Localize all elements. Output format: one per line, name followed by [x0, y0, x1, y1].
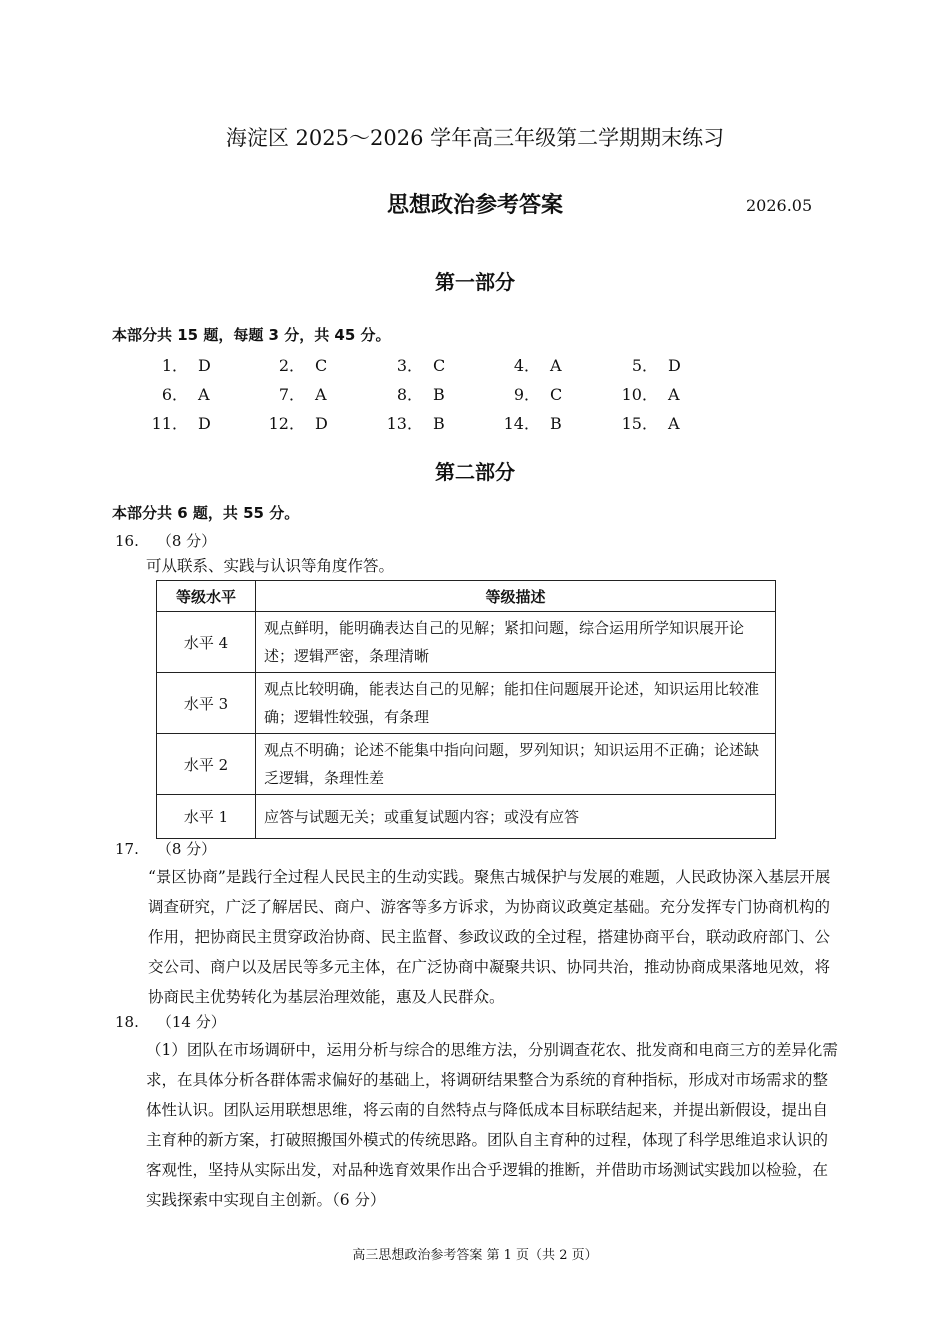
description-cell: 观点比较明确，能表达自己的见解；能扣住问题展开论述，知识运用比较准确；逻辑性较强，有条理: [256, 673, 776, 734]
level-cell: 水平 2: [157, 734, 256, 795]
answer-item: 13． B: [386, 414, 445, 433]
table-header-level: 等级水平: [157, 581, 256, 612]
description-cell: 应答与试题无关；或重复试题内容；或没有应答: [256, 795, 776, 839]
answer-item: 3． C: [396, 356, 446, 375]
answer-item: 6． A: [161, 385, 210, 404]
grading-table: [156, 580, 776, 839]
answer-item: 9． C: [513, 385, 563, 404]
answer-item: 14． B: [503, 414, 562, 433]
table-row: [157, 734, 776, 795]
page-footer: 高三思想政治参考答案 第 1 页（共 2 页）: [352, 1248, 598, 1263]
level-cell: 水平 4: [157, 612, 256, 673]
exam-title: 海淀区 2025～2026 学年高三年级第二学期期末练习: [225, 126, 725, 150]
level-cell: 水平 3: [157, 673, 256, 734]
part2-heading: 第二部分: [435, 460, 515, 484]
answer-item: 7． A: [278, 385, 327, 404]
description-cell: 观点鲜明，能明确表达自己的见解；紧扣问题，综合运用所学知识展开论述；逻辑严密，条理清晰: [256, 612, 776, 673]
answer-item: 11． D: [151, 414, 211, 433]
answer-item: 15． A: [621, 414, 680, 433]
answer-item: 8． B: [396, 385, 445, 404]
question-16-header: 16. （8 分）: [115, 532, 217, 550]
table-row: [157, 612, 776, 673]
part1-heading: 第一部分: [435, 270, 515, 294]
description-cell: 观点不明确；论述不能集中指向问题，罗列知识；知识运用不正确；论述缺乏逻辑，条理性差: [256, 734, 776, 795]
table-row: [157, 673, 776, 734]
answer-item: 4． A: [513, 356, 562, 375]
document-subtitle: 思想政治参考答案: [386, 193, 563, 218]
question-18-header: 18. （14 分）: [115, 1013, 226, 1031]
answer-item: 10． A: [621, 385, 680, 404]
answer-item: 1． D: [161, 356, 211, 375]
table-row: [157, 795, 776, 839]
document-date: 2026.05: [746, 196, 813, 215]
answer-item: 12． D: [268, 414, 328, 433]
question-17-header: 17. （8 分）: [115, 840, 217, 858]
part1-intro: 本部分共 15 题，每题 3 分，共 45 分。: [112, 326, 391, 344]
answer-item: 5． D: [631, 356, 681, 375]
part2-intro: 本部分共 6 题，共 55 分。: [112, 504, 300, 522]
question-16-note: 可从联系、实践与认识等角度作答。: [146, 557, 395, 575]
question-18-answer: （1）团队在市场调研中，运用分析与综合的思维方法，分别调查花农、批发商和电商三方的差异化需求，在具体分析各群体需求偏好的基础上，将调研结果整合为系统的育种指标，形成对市场需求的整体性认识。团队运用联想思维，将云南的自然特点与降低成本目标联结起来，并提出新假设，提出自主育种的新方案，打破照搬国外模式的传统思路。团队自主育种的过程，体现了科学思维追求认识的客观性，坚持从实际出发，对品种选育效果作出合乎逻辑的推断，并借助市场测试实践加以检验，在实践探索中实现自主创新。（6 分）: [146, 1041, 838, 1209]
level-cell: 水平 1: [157, 795, 256, 839]
question-17-answer: “景区协商”是践行全过程人民民主的生动实践。聚焦古城保护与发展的难题，人民政协深入基层开展调查研究，广泛了解居民、商户、游客等多方诉求，为协商议政奠定基础。充分发挥专门协商机构的作用，把协商民主贯穿政治协商、民主监督、参政议政的全过程，搭建协商平台，联动政府部门、公交公司、商户以及居民等多元主体，在广泛协商中凝聚共识、协同共治，推动协商成果落地见效，将协商民主优势转化为基层治理效能，惠及人民群众。: [148, 868, 831, 1006]
answer-item: 2． C: [278, 356, 328, 375]
table-header-description: 等级描述: [256, 581, 776, 612]
